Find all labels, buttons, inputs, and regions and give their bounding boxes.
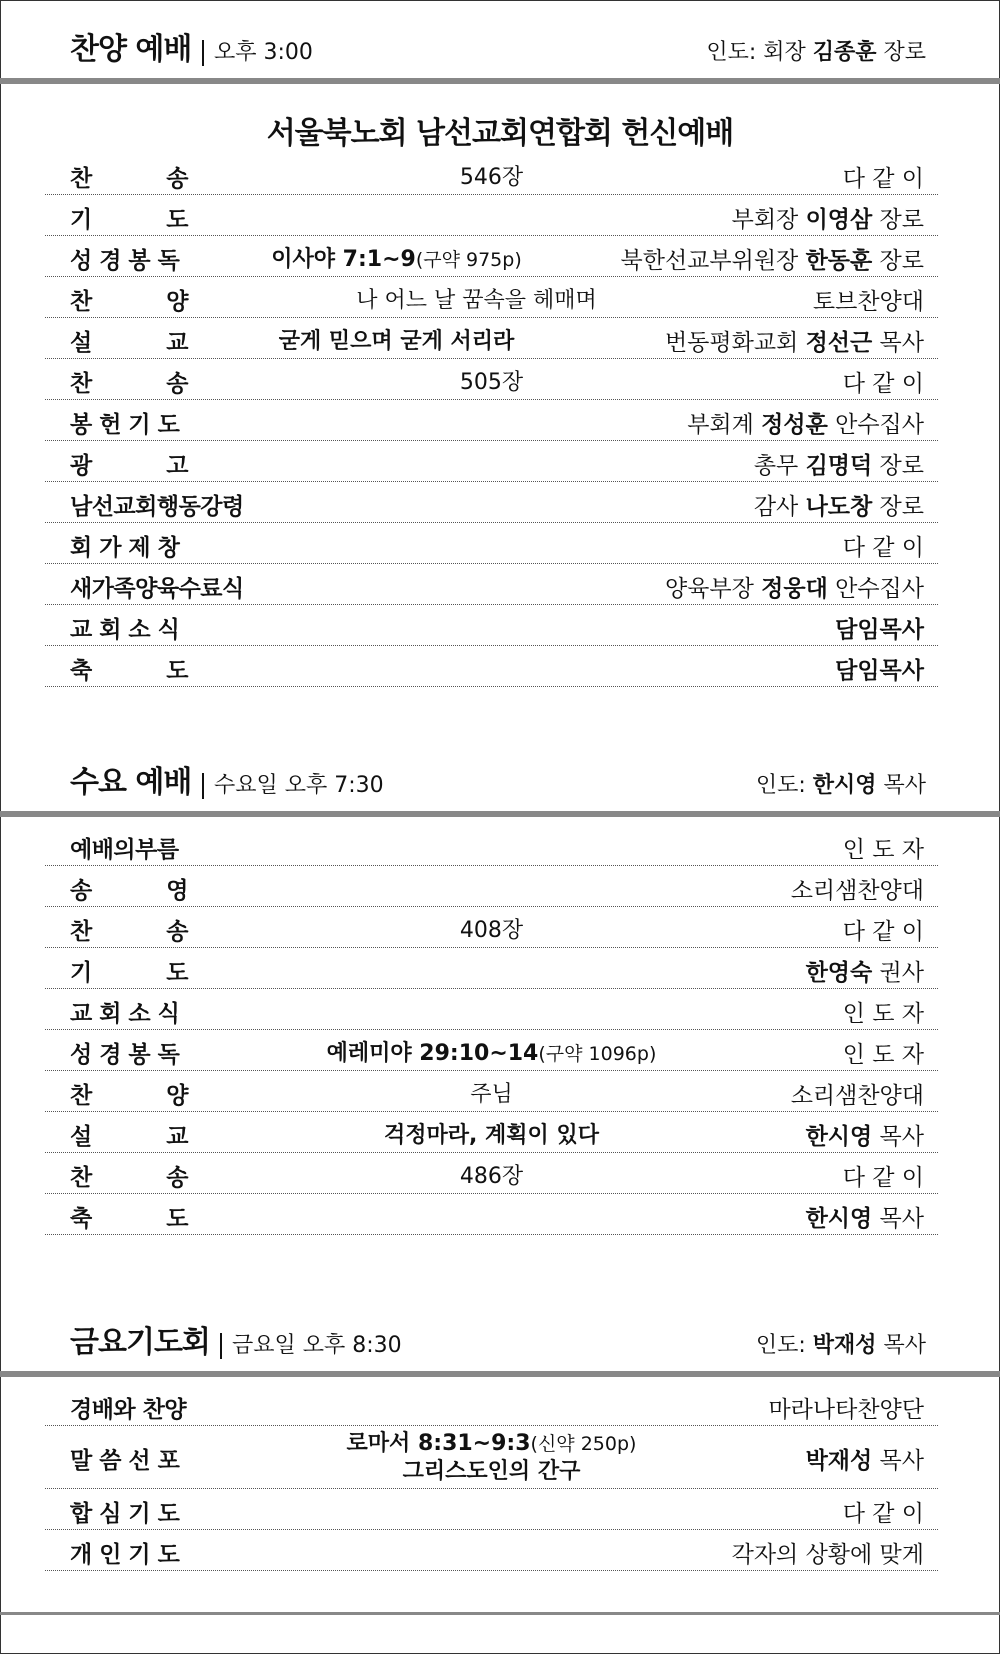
center-text: 예레미야 29:10~14: [326, 1041, 539, 1066]
center-text: 486장: [459, 1164, 524, 1189]
order-row: [45, 825, 938, 866]
order-person: [806, 954, 924, 987]
order-person: [665, 324, 924, 357]
order-person: [621, 242, 924, 275]
order-row: [45, 907, 938, 948]
order-person: [843, 1036, 924, 1069]
order-label: [70, 570, 244, 603]
person-text: 다 같 이: [842, 1165, 924, 1191]
center-text: 주님: [470, 1082, 513, 1107]
person-title: 안수집사: [827, 576, 924, 602]
order-label-text: 남선교회행동강령: [70, 494, 244, 520]
label-char: 기: [70, 207, 92, 233]
label-char: 찬: [70, 166, 92, 192]
bottom-rule: [0, 1612, 1000, 1615]
order-label-text: [70, 872, 188, 905]
order-label-text: 경배와 찬양: [70, 1397, 187, 1423]
section-header: [0, 18, 1000, 78]
person-role: 북한선교부위원장: [620, 248, 806, 274]
person-text: 인 도 자: [842, 1001, 924, 1027]
label-char: 고: [166, 453, 188, 479]
order-label-text: 교회소식: [70, 1001, 187, 1027]
person-name: 정선근: [805, 330, 873, 356]
order-label: [70, 242, 187, 275]
order-person: [754, 488, 924, 521]
order-person: [806, 1200, 924, 1233]
order-person: [687, 406, 924, 439]
label-char: 축: [70, 1206, 92, 1232]
order-label-text: [70, 913, 188, 946]
order-label: [70, 324, 188, 357]
order-label: [70, 1159, 188, 1192]
person-role: 총무: [753, 453, 806, 479]
order-label-text: 합심기도: [70, 1501, 187, 1527]
order-row: [45, 1112, 938, 1153]
person-title: 목사: [872, 1124, 924, 1150]
order-person: [768, 1391, 924, 1424]
section-header: [0, 1311, 1000, 1371]
center-text: 걱정마라, 계획이 있다: [384, 1123, 599, 1148]
order-label: [70, 488, 244, 521]
section-leader: 인도: 회장 김종훈 장로: [706, 40, 926, 65]
order-row: [45, 866, 938, 907]
person-role: 부회계: [687, 412, 762, 438]
order-label-text: [70, 1159, 188, 1192]
order-row: [45, 1030, 938, 1071]
order-row: [45, 1426, 938, 1489]
order-row: [45, 1489, 938, 1530]
order-row: [45, 195, 938, 236]
order-label-text: 봉헌기도: [70, 412, 187, 438]
order-label: [70, 365, 188, 398]
order-label-text: 새가족양육수료식: [70, 576, 244, 602]
order-person: [843, 1495, 924, 1528]
label-char: 찬: [70, 1165, 92, 1191]
label-char: 광: [70, 453, 92, 479]
person-text: 소리샘찬양대: [790, 1083, 924, 1109]
person-text: 각자의 상황에 맞게: [731, 1542, 924, 1568]
order-label: [70, 1391, 186, 1424]
order-row: [45, 236, 938, 277]
order-list: [45, 1385, 938, 1571]
order-row: [45, 1153, 938, 1194]
order-person: [791, 872, 924, 905]
person-text: 다 같 이: [842, 535, 924, 561]
order-person: [813, 283, 924, 316]
order-label: [70, 954, 188, 987]
order-label: [70, 1077, 188, 1110]
order-label-text: 교회소식: [70, 617, 187, 643]
service-subtitle: 서울북노회 남선교회연합회 헌신예배: [266, 116, 734, 151]
order-label-text: [70, 365, 188, 398]
person-name: 나도창: [805, 494, 873, 520]
order-person: [754, 447, 924, 480]
scripture-reference: (신약 250p): [530, 1433, 637, 1455]
person-name: 한동훈: [805, 248, 873, 274]
order-label-text: 개인기도: [70, 1542, 187, 1568]
order-label-text: 회가제창: [70, 535, 187, 561]
label-char: 기: [70, 960, 92, 986]
label-char: 찬: [70, 919, 92, 945]
order-label: [70, 160, 188, 193]
label-char: 송: [166, 371, 188, 397]
order-person: [835, 652, 924, 685]
order-label: [70, 1200, 188, 1233]
order-row: [45, 1530, 938, 1571]
order-person: [732, 1536, 924, 1569]
label-char: 송: [166, 919, 188, 945]
person-title: 안수집사: [827, 412, 924, 438]
section-rule: [0, 78, 1000, 84]
person-title: 권사: [872, 960, 924, 986]
order-label-text: [70, 201, 188, 234]
person-name: 이영삼: [805, 207, 873, 233]
label-char: 송: [70, 878, 92, 904]
person-name: 한시영: [805, 1124, 873, 1150]
person-role: 번동평화교회: [664, 330, 806, 356]
section-title: 찬양 예배: [70, 32, 192, 67]
person-title: 장로: [872, 453, 924, 479]
order-label-text: [70, 283, 188, 316]
order-person: [806, 1118, 924, 1151]
order-label-text: [70, 447, 188, 480]
label-char: 도: [166, 207, 188, 233]
order-row: [45, 564, 938, 605]
label-char: 송: [166, 1165, 188, 1191]
center-text: 나 어느 날 꿈속을 헤매며: [356, 288, 597, 313]
person-name: 담임목사: [835, 658, 924, 684]
person-text: 토브찬양대: [812, 289, 924, 315]
order-row: [45, 523, 938, 564]
person-title: 장로: [872, 248, 924, 274]
order-row: [45, 400, 938, 441]
person-text: 다 같 이: [842, 1501, 924, 1527]
order-row: [45, 154, 938, 195]
order-label: [70, 201, 188, 234]
order-label-text: [70, 954, 188, 987]
center-text: 408장: [459, 918, 524, 943]
label-char: 축: [70, 658, 92, 684]
order-label: [70, 1118, 188, 1151]
section-friday-prayer: [0, 1311, 1000, 1571]
order-row: [45, 646, 938, 687]
order-person: [843, 831, 924, 864]
order-row: [45, 1385, 938, 1426]
order-row: [45, 948, 938, 989]
order-person: [843, 365, 924, 398]
person-title: 목사: [872, 1206, 924, 1232]
order-person: [835, 611, 924, 644]
order-row: [45, 318, 938, 359]
center-text: 546장: [459, 165, 524, 190]
scripture-reference: (구약 975p): [415, 249, 522, 271]
section-title: 금요기도회: [70, 1325, 210, 1360]
sermon-title: 그리스도인의 간구: [402, 1459, 581, 1484]
person-text: 마라나타찬양단: [768, 1397, 924, 1423]
order-label: [70, 529, 187, 562]
section-leader: 인도: 한시영 목사: [755, 773, 926, 798]
order-row: [45, 359, 938, 400]
center-text: 굳게 믿으며 굳게 서리라: [278, 329, 515, 354]
order-row: [45, 989, 938, 1030]
order-label-text: [70, 1118, 188, 1151]
label-char: 도: [166, 1206, 188, 1232]
order-person: [732, 201, 924, 234]
label-char: 양: [166, 1083, 188, 1109]
order-person: [843, 995, 924, 1028]
center-text: 이사야 7:1~9: [271, 247, 416, 272]
label-char: 찬: [70, 1083, 92, 1109]
scripture-reference: (구약 1096p): [538, 1043, 657, 1065]
order-label-text: [70, 160, 188, 193]
person-title: 장로: [872, 494, 924, 520]
person-text: 다 같 이: [842, 371, 924, 397]
label-char: 교: [166, 1124, 188, 1150]
order-row: [45, 277, 938, 318]
order-person: [843, 160, 924, 193]
person-title: 목사: [872, 1448, 924, 1474]
section-praise-service: [0, 18, 1000, 687]
order-label-text: 성경봉독: [70, 1042, 187, 1068]
order-label: [70, 1495, 187, 1528]
center-text: 로마서 8:31~9:3: [346, 1431, 531, 1456]
label-char: 설: [70, 330, 92, 356]
order-label: [70, 1536, 187, 1569]
order-label-text: 말씀선포: [70, 1448, 187, 1474]
person-text: 다 같 이: [842, 919, 924, 945]
label-char: 찬: [70, 289, 92, 315]
order-label: [70, 447, 188, 480]
person-text: 인 도 자: [842, 837, 924, 863]
order-person: [843, 1159, 924, 1192]
order-label: [70, 913, 188, 946]
center-text: 505장: [459, 370, 524, 395]
person-title: 목사: [872, 330, 924, 356]
section-leader: 인도: 박재성 목사: [755, 1333, 926, 1358]
order-label: [70, 995, 187, 1028]
order-label: [70, 406, 187, 439]
label-char: 송: [166, 166, 188, 192]
order-person: [843, 913, 924, 946]
label-char: 교: [166, 330, 188, 356]
order-label-text: 예배의부름: [70, 837, 179, 863]
person-text: 인 도 자: [842, 1042, 924, 1068]
person-name: 박재성: [805, 1448, 873, 1474]
section-wednesday-service: [0, 751, 1000, 1235]
order-label: [70, 831, 179, 864]
person-name: 김명덕: [805, 453, 873, 479]
order-row: [45, 1071, 938, 1112]
label-char: 도: [166, 960, 188, 986]
order-person: [806, 1442, 924, 1475]
person-name: 한시영: [805, 1206, 873, 1232]
order-label: [70, 1442, 187, 1475]
order-list: [45, 825, 938, 1235]
order-label: [70, 872, 188, 905]
person-name: 담임목사: [835, 617, 924, 643]
person-name: 한영숙: [805, 960, 873, 986]
person-text: 소리샘찬양대: [790, 878, 924, 904]
person-role: 감사: [753, 494, 806, 520]
section-time: 금요일 오후 8:30: [220, 1333, 402, 1359]
order-row: [45, 441, 938, 482]
order-label: [70, 1036, 187, 1069]
person-title: 장로: [872, 207, 924, 233]
order-person: [665, 570, 924, 603]
order-person: [843, 529, 924, 562]
person-role: 양육부장: [664, 576, 762, 602]
section-header: [0, 751, 1000, 811]
section-time: 수요일 오후 7:30: [202, 773, 384, 799]
label-char: 찬: [70, 371, 92, 397]
order-label: [70, 611, 187, 644]
order-list: [45, 154, 938, 687]
order-row: [45, 482, 938, 523]
person-name: 정웅대: [761, 576, 828, 602]
label-char: 도: [166, 658, 188, 684]
order-label: [70, 283, 188, 316]
person-role: 부회장: [731, 207, 806, 233]
label-char: 설: [70, 1124, 92, 1150]
order-label-text: [70, 1077, 188, 1110]
order-label: [70, 652, 188, 685]
section-time: 오후 3:00: [202, 40, 313, 66]
section-title: 수요 예배: [70, 765, 192, 800]
label-char: 영: [166, 878, 188, 904]
order-row: [45, 1194, 938, 1235]
person-name: 정성훈: [761, 412, 828, 438]
order-label-text: [70, 324, 188, 357]
order-label-text: [70, 652, 188, 685]
order-label-text: [70, 1200, 188, 1233]
order-person: [791, 1077, 924, 1110]
label-char: 양: [166, 289, 188, 315]
order-label-text: 성경봉독: [70, 248, 187, 274]
person-text: 다 같 이: [842, 166, 924, 192]
order-row: [45, 605, 938, 646]
